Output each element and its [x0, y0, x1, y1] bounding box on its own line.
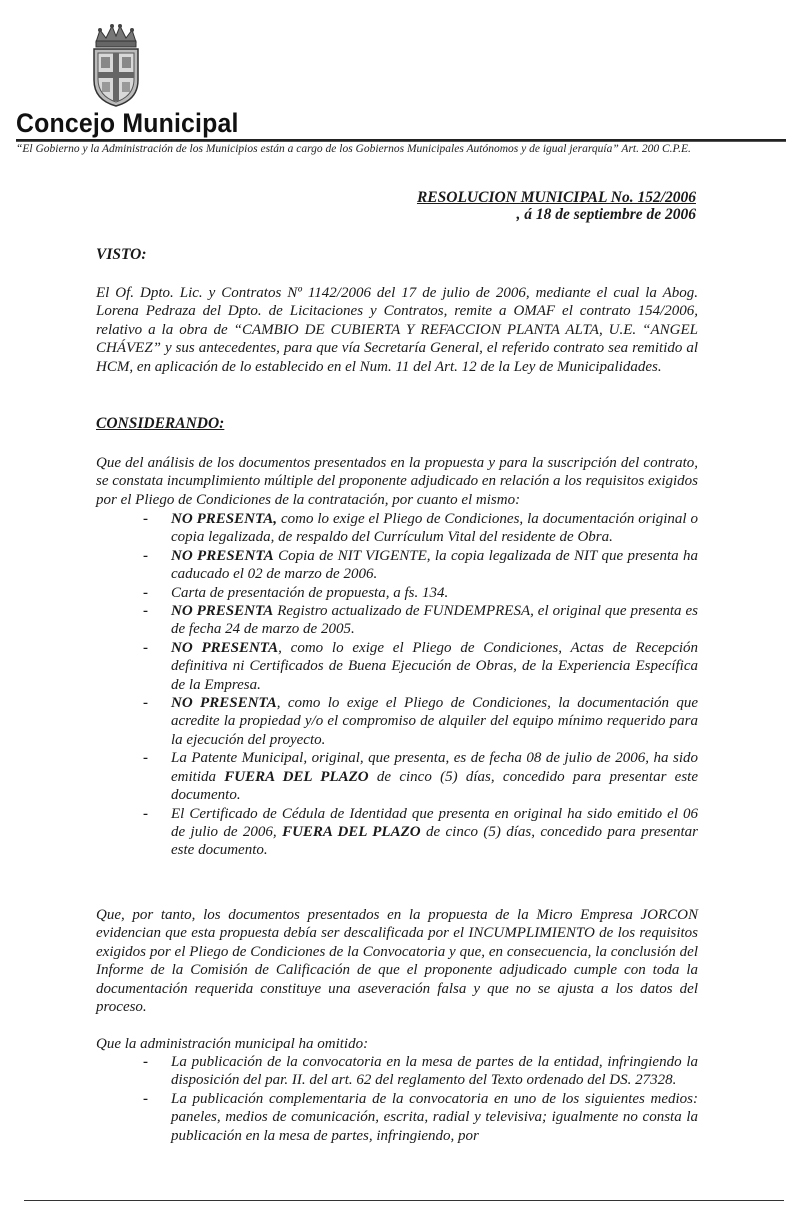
- admin-intro: Que la administración municipal ha omitido:: [96, 1036, 369, 1052]
- list-item: - NO PRESENTA, como lo exige el Pliego de Condiciones, la documentación original o copia legalizada, de respaldo del Currículum Vital del residente de Obra.: [140, 510, 698, 547]
- footer-rule: [24, 1200, 784, 1201]
- considerando-heading: CONSIDERANDO:: [96, 415, 225, 432]
- visto-heading: VISTO:: [96, 246, 147, 263]
- list-item: - La Patente Municipal, original, que presenta, es de fecha 08 de julio de 2006, ha sido emitida FUERA DEL PLAZO de cinco (5) días, concedido para presentar este documento.: [140, 749, 698, 804]
- organization-name: Concejo Municipal: [16, 108, 239, 138]
- incumplimiento-list: [140, 510, 698, 860]
- list-item: - NO PRESENTA, como lo exige el Pliego de Condiciones, la documentación que acredite la propiedad y/o el compromiso de alquiler del equipo mínimo requerido para la ejecución del proyecto.: [140, 694, 698, 749]
- considerando-intro: Que del análisis de los documentos presentados en la propuesta y para la suscripción del contrato, se constata incumplimiento múltiple del proponente adjudicado en relación a los requisitos exigidos por el Pliego de Condiciones de la contratación, por cuanto el mismo:: [96, 455, 698, 508]
- motto: “El Gobierno y la Administración de los Municipios están a cargo de los Gobiernos Municipales Autónomos y de igual jerarquía” Art. 200 C.P.E.: [16, 143, 691, 155]
- list-item: - La publicación de la convocatoria en la mesa de partes de la entidad, infringiendo la disposición del par. II. del art. 62 del reglamento del Texto ordenado del DS. 27328.: [140, 1053, 698, 1090]
- list-item: - Carta de presentación de propuesta, a fs. 134.: [140, 584, 698, 602]
- list-item: - NO PRESENTA, como lo exige el Pliego de Condiciones, Actas de Recepción definitiva ni Certificados de Buena Ejecución de Obras, de la Experiencia Específica de la Empresa.: [140, 639, 698, 694]
- list-item: - La publicación complementaria de la convocatoria en uno de los siguientes medios: paneles, medios de comunicación, escrita, radial y televisiva; igualmente no consta la publicación en la mesa de partes, infringiendo, por: [140, 1090, 698, 1145]
- municipal-crest-icon: [86, 22, 146, 108]
- visto-paragraph: El Of. Dpto. Lic. y Contratos Nº 1142/2006 del 17 de julio de 2006, mediante el cual la Abog. Lorena Pedraza del Dpto. de Licitaciones y Contratos, remite a OMAF el contrato 154/2006, relativo a la obra de “CAMBIO DE CUBIERTA Y REFACCION PLANTA ALTA, U.E. “ANGEL CHÁVEZ” y sus antecedentes, para que vía Secretaría General, el referido contrato sea remitido al HCM, en aplicación de lo establecido en el Num. 11 del Art. 12 de la Ley de Municipalidades.: [96, 285, 698, 375]
- resolution-date: , á 18 de septiembre de 2006: [516, 206, 696, 223]
- omisiones-list: [140, 1053, 698, 1145]
- list-item: - El Certificado de Cédula de Identidad que presenta en original ha sido emitido el 06 de julio de 2006, FUERA DEL PLAZO de cinco (5) días, concedido para presentar este documento.: [140, 805, 698, 860]
- resolution-title: RESOLUCION MUNICIPAL No. 152/2006: [416, 189, 696, 206]
- que-por-tanto-paragraph: Que, por tanto, los documentos presentados en la propuesta de la Micro Empresa JORCON evidencian que esta propuesta debía ser descalificada por el INCUMPLIMIENTO de los requisitos exigidos por el Pliego de Condiciones de la Convocatoria y que, en consecuencia, la conclusión del Informe de la Comisión de Calificación de que el proponente adjudicado cumple con toda la documentación requerida constituye una aseveración falsa y que no se ajusta a los datos del proceso.: [96, 907, 698, 1016]
- list-item: - NO PRESENTA Registro actualizado de FUNDEMPRESA, el original que presenta es de fecha 24 de marzo de 2005.: [140, 602, 698, 639]
- header-rule-thin: [16, 141, 786, 142]
- list-item: - NO PRESENTA Copia de NIT VIGENTE, la copia legalizada de NIT que presenta ha caducado el 02 de marzo de 2006.: [140, 547, 698, 584]
